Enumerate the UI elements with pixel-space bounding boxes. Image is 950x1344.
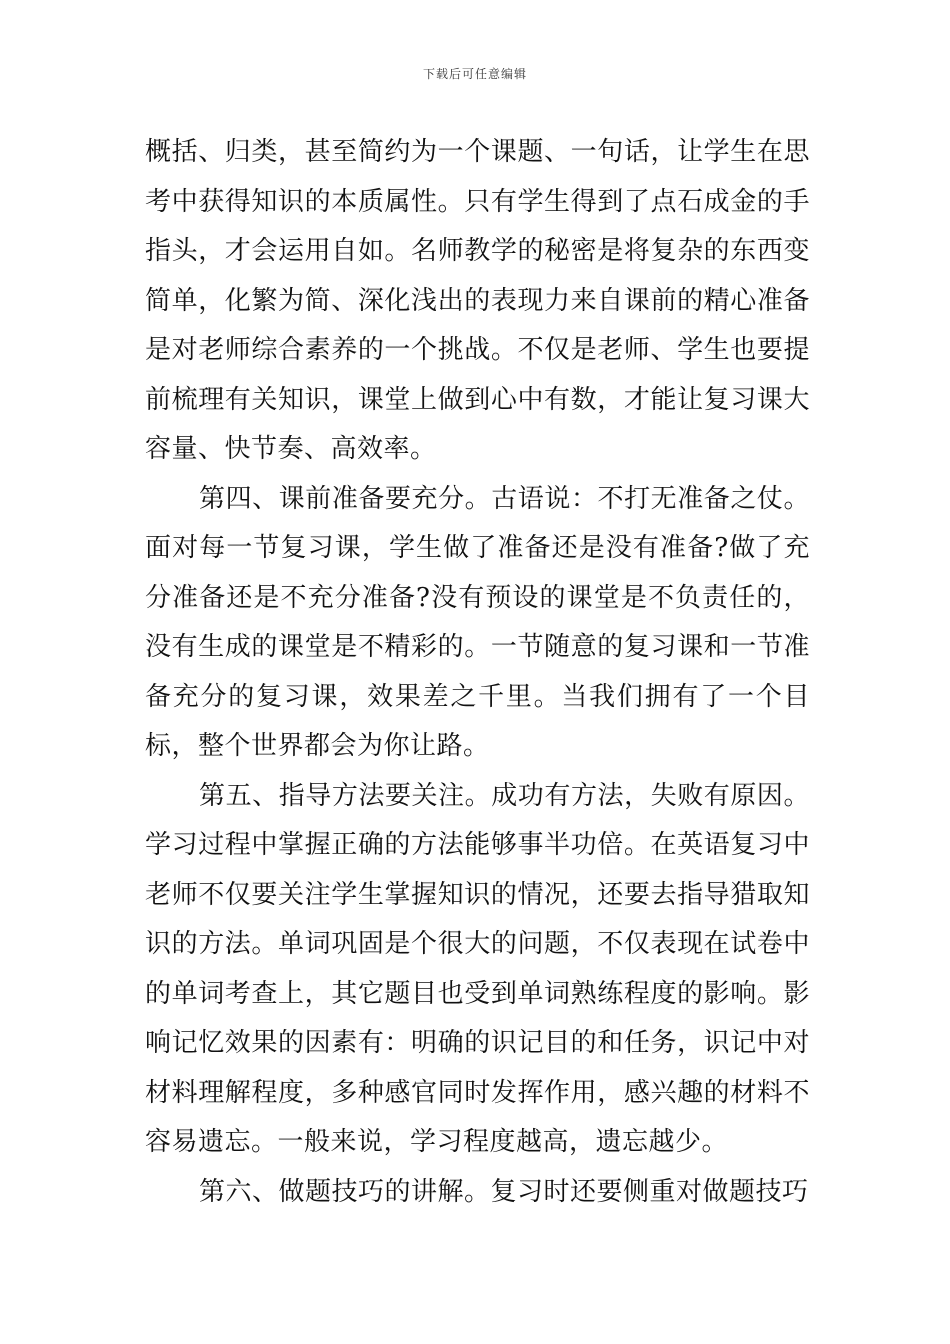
paragraph-point-four: 第四、课前准备要充分。古语说：不打无准备之仗。面对每一节复习课，学生做了准备还是没有准备?做了充分准备还是不充分准备?没有预设的课堂是不负责任的，没有生成的课堂是不精彩的。一节随意的复习课和一节准备充分的复习课，效果差之千里。当我们拥有了一个目标，整个世界都会为你让路。 — [145, 483, 810, 761]
paragraph-point-six: 第六、做题技巧的讲解。复习时还要侧重对做题技巧 — [199, 1176, 809, 1207]
page-header: 下载后可任意编辑 — [422, 67, 527, 81]
paragraph-point-five: 第五、指导方法要关注。成功有方法，失败有原因。学习过程中掌握正确的方法能够事半功倍。在英语复习中老师不仅要关注学生掌握知识的情况，还要去指导猎取知识的方法。单词巩固是个很大的问题，不仅表现在试卷中的单词考查上，其它题目也受到单词熟练程度的影响。影响记忆效果的因素有：明确的识记目的和任务，识记中对材料理解程度，多种感官同时发挥作用，感兴趣的材料不容易遗忘。一般来说，学习程度越高，遗忘越少。 — [145, 780, 810, 1157]
paragraph-continuation: 概括、归类，甚至简约为一个课题、一句话，让学生在思考中获得知识的本质属性。只有学生得到了点石成金的手指头，才会运用自如。名师教学的秘密是将复杂的东西变简单，化繁为简、深化浅出的表现力来自课前的精心准备是对老师综合素养的一个挑战。不仅是老师、学生也要提前梳理有关知识，课堂上做到心中有数，才能让复习课大容量、快节奏、高效率。 — [145, 137, 810, 464]
document-body — [145, 128, 810, 1217]
